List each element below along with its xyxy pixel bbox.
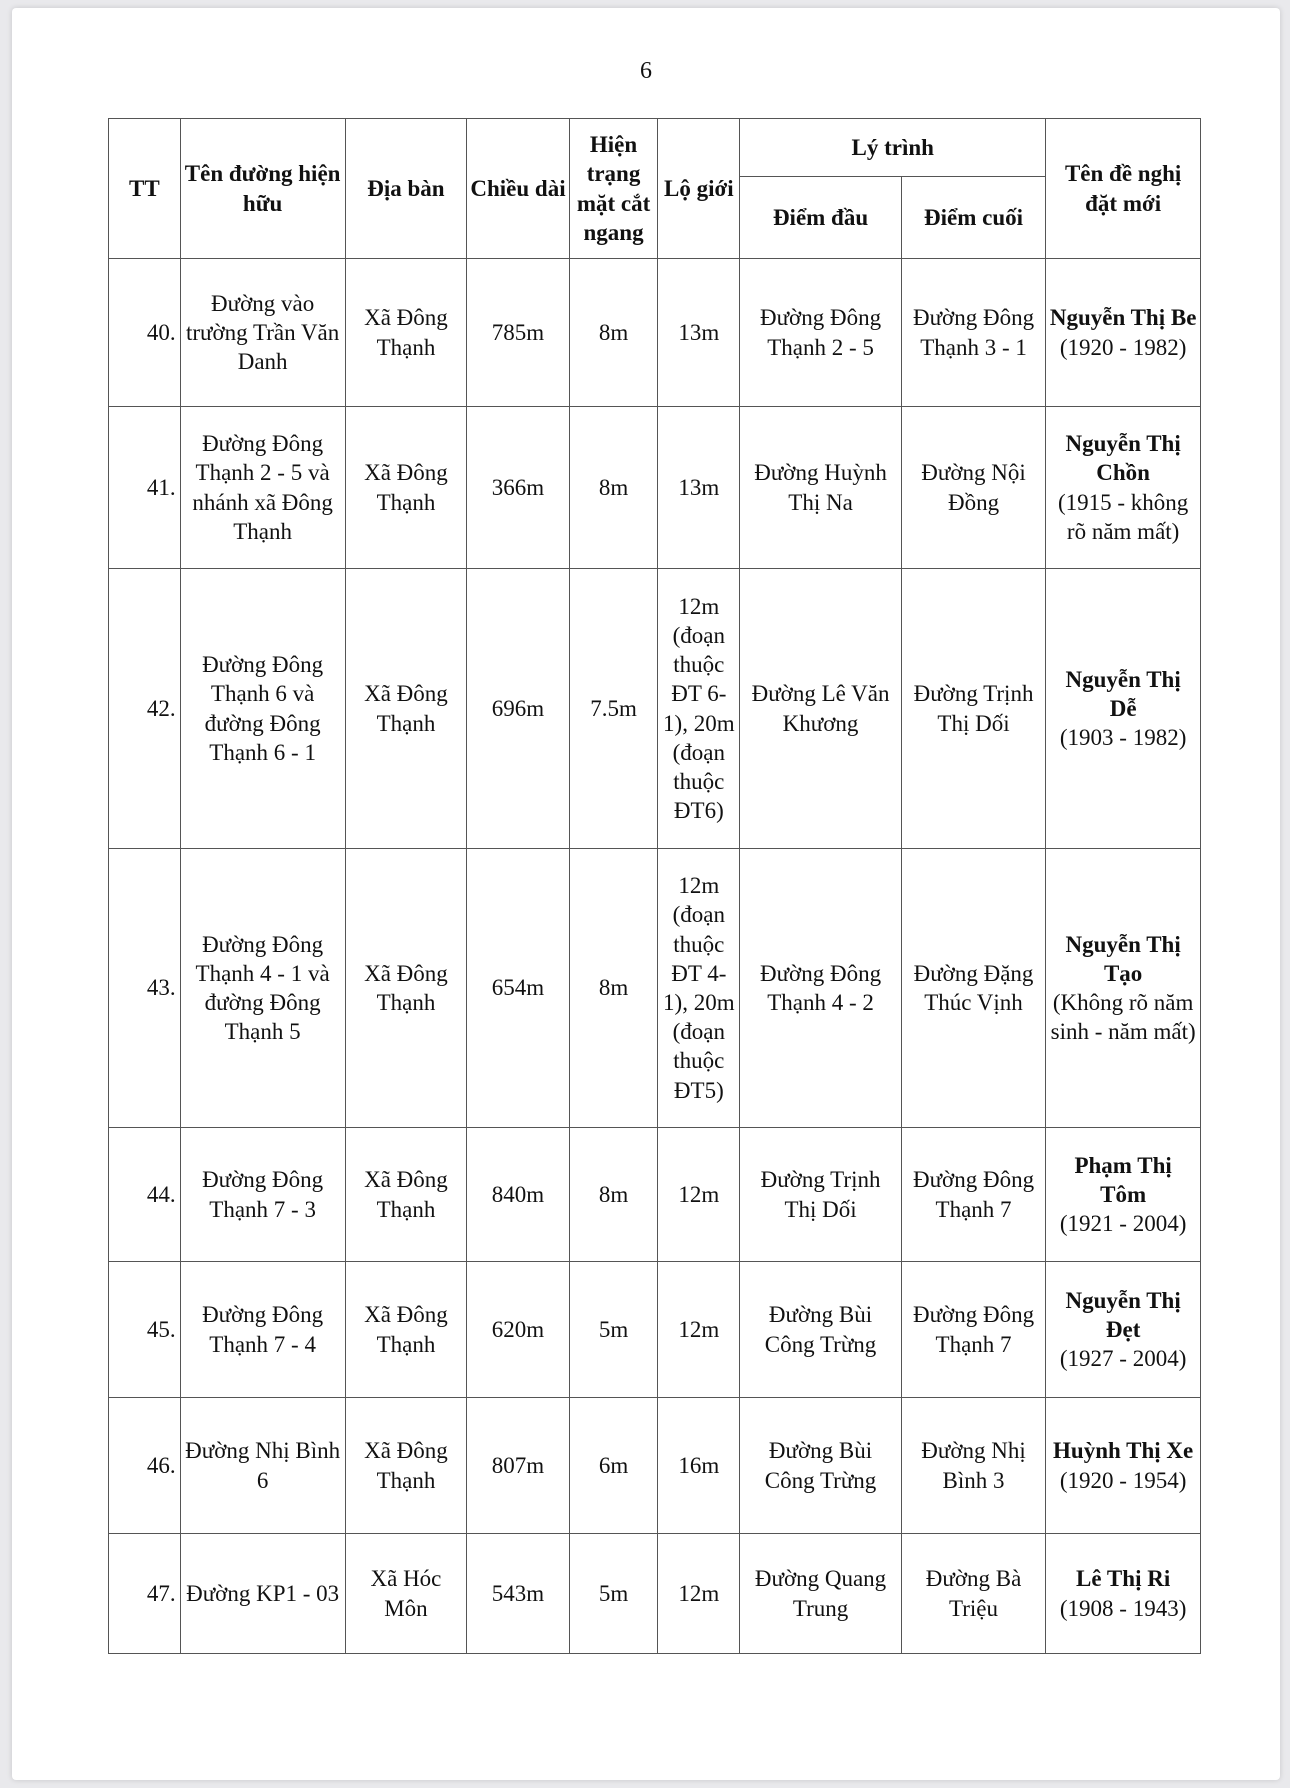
current-street-name: Đường KP1 - 03 bbox=[180, 1534, 345, 1654]
cross-section-width: 8m bbox=[569, 259, 658, 407]
proposed-name-cell bbox=[1046, 1262, 1201, 1398]
table-row bbox=[109, 1262, 1201, 1398]
proposed-name-cell bbox=[1046, 407, 1201, 569]
proposed-name-cell bbox=[1046, 849, 1201, 1128]
commune-name: Xã Đông Thạnh bbox=[345, 569, 467, 849]
current-street-name: Đường Đông Thạnh 7 - 3 bbox=[180, 1128, 345, 1262]
current-street-name: Đường vào trường Trần Văn Danh bbox=[180, 259, 345, 407]
proposed-name: Nguyễn Thị Be bbox=[1049, 305, 1197, 331]
street-length: 543m bbox=[467, 1534, 569, 1654]
end-point: Đường Đông Thạnh 7 bbox=[901, 1128, 1045, 1262]
road-boundary-width: 12m bbox=[658, 1534, 740, 1654]
row-number: 46. bbox=[109, 1398, 181, 1534]
proposed-name-years: (Không rõ năm sinh - năm mất) bbox=[1050, 990, 1196, 1045]
commune-name: Xã Hóc Môn bbox=[345, 1534, 467, 1654]
proposed-name-years: (1920 - 1954) bbox=[1059, 1467, 1187, 1493]
proposed-name-years: (1927 - 2004) bbox=[1059, 1346, 1187, 1372]
proposed-name: Nguyễn Thị Đẹt bbox=[1065, 1287, 1181, 1342]
header-diem-cuoi: Điểm cuối bbox=[901, 177, 1045, 259]
table-row bbox=[109, 407, 1201, 569]
table-row bbox=[109, 259, 1201, 407]
start-point: Đường Lê Văn Khương bbox=[740, 569, 902, 849]
road-boundary-width: 13m bbox=[658, 407, 740, 569]
proposed-name-cell bbox=[1046, 1398, 1201, 1534]
proposed-name-years: (1920 - 1982) bbox=[1059, 334, 1187, 360]
end-point: Đường Đặng Thúc Vịnh bbox=[901, 849, 1045, 1128]
start-point: Đường Quang Trung bbox=[740, 1534, 902, 1654]
table-row bbox=[109, 1398, 1201, 1534]
proposed-name: Phạm Thị Tôm bbox=[1074, 1152, 1172, 1207]
street-length: 620m bbox=[467, 1262, 569, 1398]
start-point: Đường Trịnh Thị Dối bbox=[740, 1128, 902, 1262]
header-ten-de-nghi: Tên đề nghị đặt mới bbox=[1046, 119, 1201, 259]
road-boundary-width: 12m (đoạn thuộc ĐT 6-1), 20m (đoạn thuộc ĐT6) bbox=[658, 569, 740, 849]
row-number: 40. bbox=[109, 259, 181, 407]
street-length: 807m bbox=[467, 1398, 569, 1534]
proposed-name: Lê Thị Ri bbox=[1076, 1566, 1171, 1592]
current-street-name: Đường Nhị Bình 6 bbox=[180, 1398, 345, 1534]
header-hien-trang: Hiện trạng mặt cắt ngang bbox=[569, 119, 658, 259]
road-boundary-width: 16m bbox=[658, 1398, 740, 1534]
start-point: Đường Đông Thạnh 2 - 5 bbox=[740, 259, 902, 407]
header-dia-ban: Địa bàn bbox=[345, 119, 467, 259]
row-number: 47. bbox=[109, 1534, 181, 1654]
current-street-name: Đường Đông Thạnh 2 - 5 và nhánh xã Đông Thạnh bbox=[180, 407, 345, 569]
start-point: Đường Huỳnh Thị Na bbox=[740, 407, 902, 569]
commune-name: Xã Đông Thạnh bbox=[345, 1262, 467, 1398]
commune-name: Xã Đông Thạnh bbox=[345, 1128, 467, 1262]
street-length: 654m bbox=[467, 849, 569, 1128]
proposed-name-years: (1915 - không rõ năm mất) bbox=[1057, 489, 1189, 544]
page-number: 6 bbox=[640, 58, 652, 84]
commune-name: Xã Đông Thạnh bbox=[345, 1398, 467, 1534]
proposed-name: Nguyễn Thị Tạo bbox=[1065, 931, 1181, 986]
proposed-name: Nguyễn Thị Chồn bbox=[1065, 431, 1181, 486]
cross-section-width: 8m bbox=[569, 1128, 658, 1262]
table-row bbox=[109, 849, 1201, 1128]
cross-section-width: 6m bbox=[569, 1398, 658, 1534]
commune-name: Xã Đông Thạnh bbox=[345, 849, 467, 1128]
current-street-name: Đường Đông Thạnh 7 - 4 bbox=[180, 1262, 345, 1398]
road-boundary-width: 12m (đoạn thuộc ĐT 4-1), 20m (đoạn thuộc ĐT5) bbox=[658, 849, 740, 1128]
end-point: Đường Bà Triệu bbox=[901, 1534, 1045, 1654]
road-boundary-width: 13m bbox=[658, 259, 740, 407]
end-point: Đường Đông Thạnh 3 - 1 bbox=[901, 259, 1045, 407]
road-boundary-width: 12m bbox=[658, 1262, 740, 1398]
row-number: 45. bbox=[109, 1262, 181, 1398]
proposed-name: Huỳnh Thị Xe bbox=[1053, 1438, 1194, 1464]
table-row bbox=[109, 1128, 1201, 1262]
header-lo-gioi: Lộ giới bbox=[658, 119, 740, 259]
header-ten-duong: Tên đường hiện hữu bbox=[180, 119, 345, 259]
table-row bbox=[109, 569, 1201, 849]
road-boundary-width: 12m bbox=[658, 1128, 740, 1262]
street-length: 366m bbox=[467, 407, 569, 569]
header-tt: TT bbox=[109, 119, 181, 259]
current-street-name: Đường Đông Thạnh 6 và đường Đông Thạnh 6 - 1 bbox=[180, 569, 345, 849]
header-ly-trinh: Lý trình bbox=[740, 119, 1046, 177]
header-diem-dau: Điểm đầu bbox=[740, 177, 902, 259]
document-page bbox=[12, 8, 1280, 1780]
street-naming-table bbox=[108, 118, 1201, 1654]
row-number: 44. bbox=[109, 1128, 181, 1262]
row-number: 42. bbox=[109, 569, 181, 849]
proposed-name: Nguyễn Thị Dễ bbox=[1065, 666, 1181, 721]
commune-name: Xã Đông Thạnh bbox=[345, 407, 467, 569]
proposed-name-years: (1908 - 1943) bbox=[1059, 1595, 1187, 1621]
proposed-name-cell bbox=[1046, 1534, 1201, 1654]
proposed-name-years: (1903 - 1982) bbox=[1059, 725, 1187, 751]
proposed-name-cell bbox=[1046, 1128, 1201, 1262]
end-point: Đường Đông Thạnh 7 bbox=[901, 1262, 1045, 1398]
proposed-name-cell bbox=[1046, 259, 1201, 407]
start-point: Đường Đông Thạnh 4 - 2 bbox=[740, 849, 902, 1128]
start-point: Đường Bùi Công Trừng bbox=[740, 1398, 902, 1534]
street-length: 840m bbox=[467, 1128, 569, 1262]
street-length: 696m bbox=[467, 569, 569, 849]
end-point: Đường Nhị Bình 3 bbox=[901, 1398, 1045, 1534]
row-number: 41. bbox=[109, 407, 181, 569]
header-row bbox=[109, 119, 1201, 177]
current-street-name: Đường Đông Thạnh 4 - 1 và đường Đông Thạnh 5 bbox=[180, 849, 345, 1128]
cross-section-width: 8m bbox=[569, 407, 658, 569]
table-row bbox=[109, 1534, 1201, 1654]
street-length: 785m bbox=[467, 259, 569, 407]
row-number: 43. bbox=[109, 849, 181, 1128]
proposed-name-cell bbox=[1046, 569, 1201, 849]
proposed-name-years: (1921 - 2004) bbox=[1059, 1211, 1187, 1237]
end-point: Đường Nội Đồng bbox=[901, 407, 1045, 569]
cross-section-width: 7.5m bbox=[569, 569, 658, 849]
cross-section-width: 5m bbox=[569, 1262, 658, 1398]
end-point: Đường Trịnh Thị Dối bbox=[901, 569, 1045, 849]
header-chieu-dai: Chiều dài bbox=[467, 119, 569, 259]
cross-section-width: 8m bbox=[569, 849, 658, 1128]
commune-name: Xã Đông Thạnh bbox=[345, 259, 467, 407]
cross-section-width: 5m bbox=[569, 1534, 658, 1654]
start-point: Đường Bùi Công Trừng bbox=[740, 1262, 902, 1398]
